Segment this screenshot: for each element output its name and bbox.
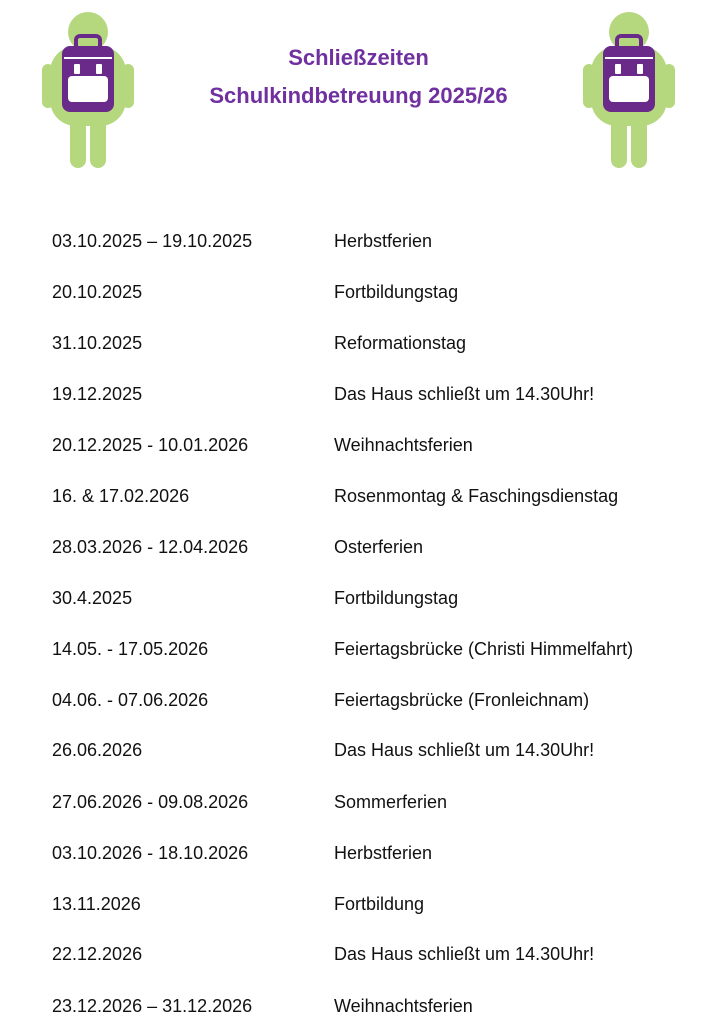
schedule-row — [0, 890, 717, 918]
schedule-date: 28.03.2026 - 12.04.2026 — [52, 537, 249, 557]
schedule-row — [0, 227, 717, 255]
schedule-date: 30.4.2025 — [52, 588, 133, 608]
schedule-date: 14.05. - 17.05.2026 — [52, 639, 209, 659]
schedule-event: Sommerferien — [334, 792, 448, 812]
schedule-event: Das Haus schließt um 14.30Uhr! — [334, 384, 595, 404]
child-with-backpack-icon — [42, 10, 134, 170]
schedule-date: 03.10.2025 – 19.10.2025 — [52, 231, 253, 251]
schedule-row — [0, 380, 717, 408]
schedule-date: 19.12.2025 — [52, 384, 143, 404]
schedule-row — [0, 584, 717, 612]
title-line-closures: Schließzeiten — [288, 45, 429, 70]
schedule-event: Fortbildung — [334, 894, 425, 914]
schedule-date: 20.10.2025 — [52, 282, 143, 302]
schedule-event: Osterferien — [334, 537, 424, 557]
schedule-row — [0, 278, 717, 306]
schedule-date: 20.12.2025 - 10.01.2026 — [52, 435, 249, 455]
schedule-date: 04.06. - 07.06.2026 — [52, 690, 209, 710]
schedule-date: 13.11.2026 — [52, 894, 141, 914]
schedule-date: 26.06.2026 — [52, 740, 143, 760]
schedule-row — [0, 431, 717, 459]
schedule-date: 31.10.2025 — [52, 333, 143, 353]
schedule-row — [0, 736, 717, 764]
title-line-program: Schulkindbetreuung 2025/26 — [209, 83, 508, 108]
schedule-event: Weihnachtsferien — [334, 435, 473, 455]
schedule-date: 16. & 17.02.2026 — [52, 486, 190, 506]
schedule-row — [0, 329, 717, 357]
schedule-event: Rosenmontag & Faschingsdienstag — [334, 486, 619, 506]
schedule-event: Herbstferien — [334, 231, 433, 251]
page-title — [140, 42, 577, 112]
schedule-event: Weihnachtsferien — [334, 996, 473, 1016]
schedule-date: 03.10.2026 - 18.10.2026 — [52, 843, 249, 863]
schedule-event: Feiertagsbrücke (Christi Himmelfahrt) — [334, 639, 634, 659]
schedule-row — [0, 788, 717, 816]
schedule-row — [0, 533, 717, 561]
child-with-backpack-icon — [583, 10, 675, 170]
schedule-event: Reformationstag — [334, 333, 467, 353]
schedule-event: Herbstferien — [334, 843, 433, 863]
schedule-row — [0, 940, 717, 968]
schedule-row — [0, 992, 717, 1020]
schedule-event: Fortbildungstag — [334, 588, 459, 608]
schedule-event: Das Haus schließt um 14.30Uhr! — [334, 944, 595, 964]
schedule-event: Das Haus schließt um 14.30Uhr! — [334, 740, 595, 760]
schedule-row — [0, 635, 717, 663]
schedule-date: 22.12.2026 — [52, 944, 143, 964]
schedule-row — [0, 686, 717, 714]
schedule-date: 27.06.2026 - 09.08.2026 — [52, 792, 249, 812]
schedule-row — [0, 839, 717, 867]
schedule-row — [0, 482, 717, 510]
schedule-date: 23.12.2026 – 31.12.2026 — [52, 996, 253, 1016]
schedule-event: Fortbildungstag — [334, 282, 459, 302]
schedule-event: Feiertagsbrücke (Fronleichnam) — [334, 690, 590, 710]
